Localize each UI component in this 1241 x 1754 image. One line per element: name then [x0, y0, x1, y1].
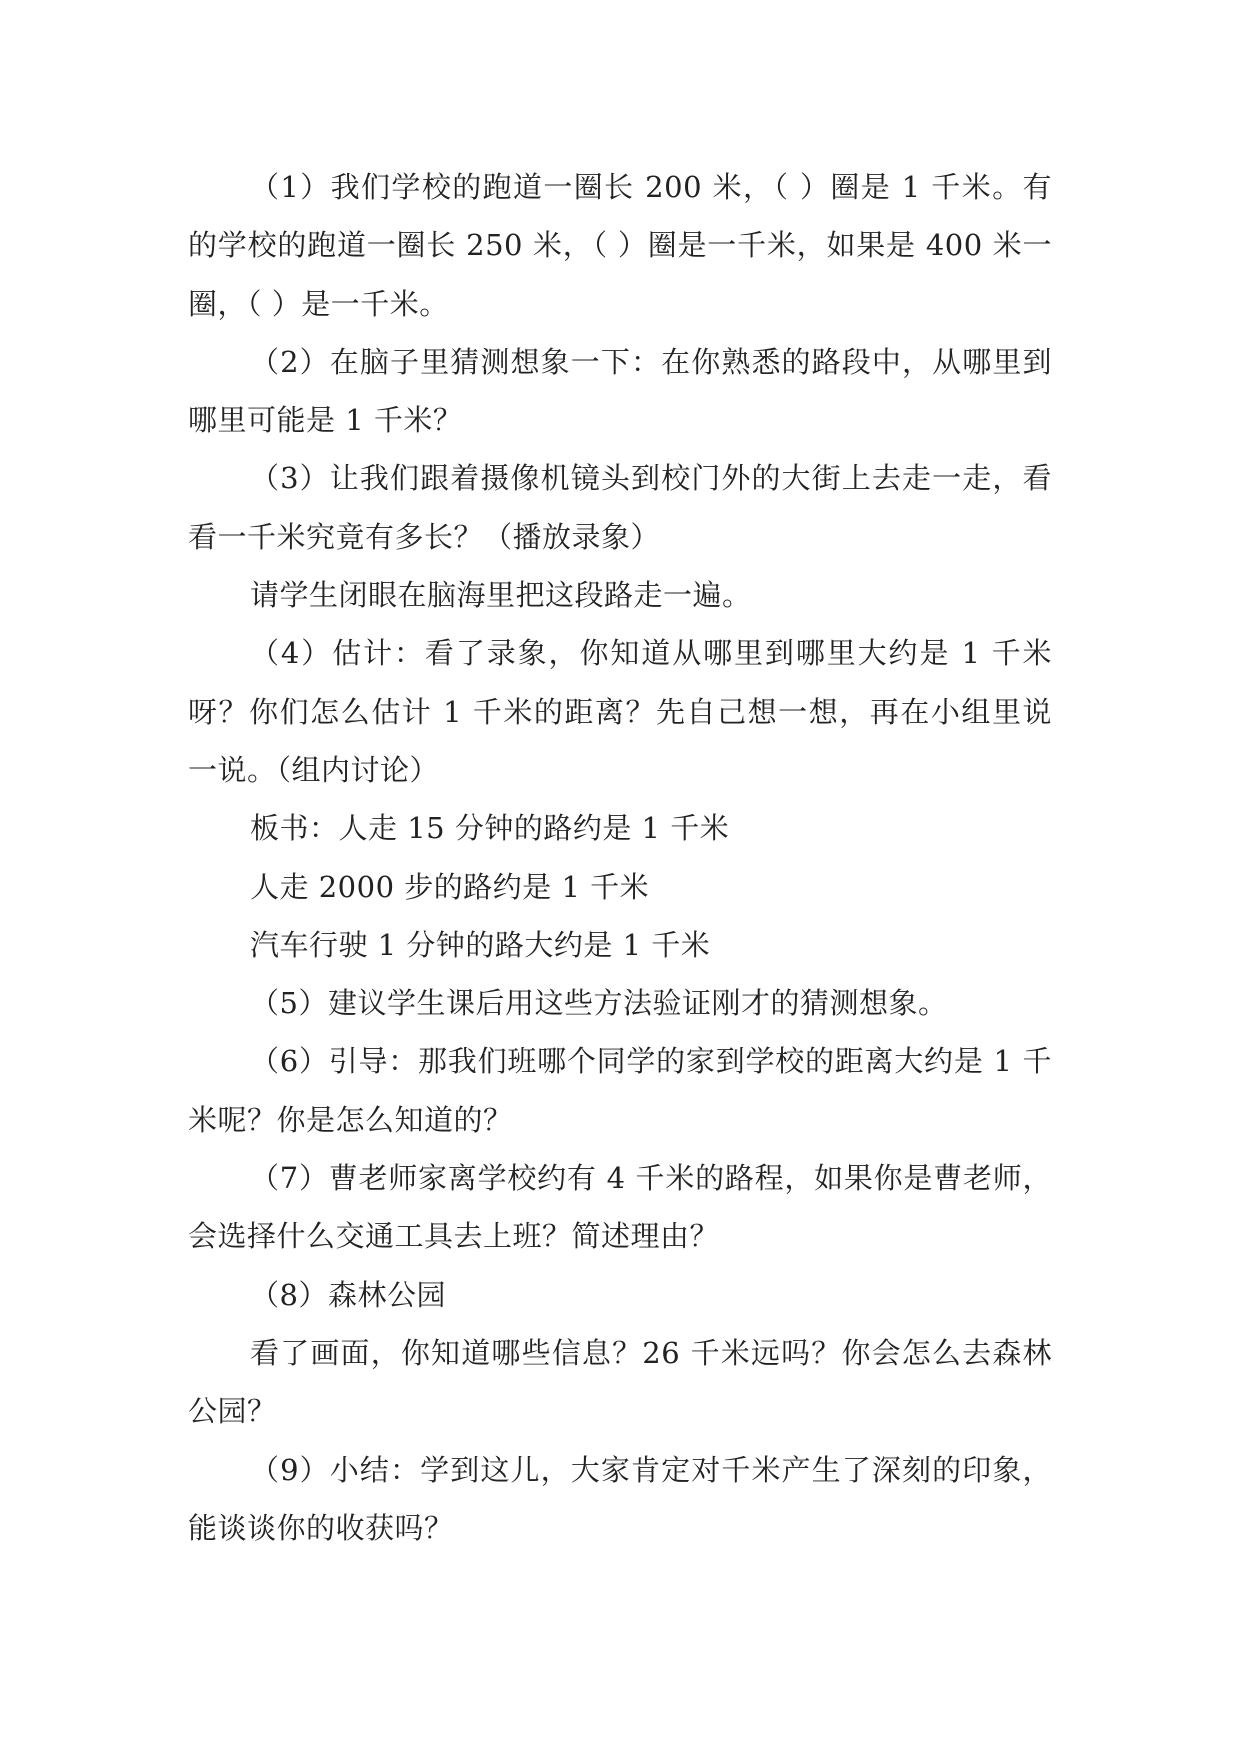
paragraph-video-walk: （3）让我们跟着摄像机镜头到校门外的大街上去走一走，看看一千米究竟有多长？（播放录象） [188, 461, 1052, 554]
paragraph-board-note-3: 汽车行驶 1 分钟的路大约是 1 千米 [250, 927, 711, 962]
paragraph-close-eyes: 请学生闭眼在脑海里把这段路走一遍。 [250, 578, 752, 613]
paragraph-guess-route: （2）在脑子里猜测想象一下：在你熟悉的路段中，从哪里到哪里可能是 1 千米？ [188, 344, 1052, 438]
paragraph-guide: （6）引导：那我们班哪个同学的家到学校的距离大约是 1 千米呢？你是怎么知道的？ [188, 1044, 1052, 1137]
paragraph-board-note-2: 人走 2000 步的路约是 1 千米 [250, 869, 650, 904]
paragraph-summary: （9）小结：学到这儿，大家肯定对千米产生了深刻的印象，能谈谈你的收获吗？ [188, 1452, 1052, 1545]
paragraph-estimate: （4）估计：看了录象，你知道从哪里到哪里大约是 1 千米呀？你们怎么估计 1 千米的距离？先自己想一想，再在小组里说一说。（组内讨论） [188, 636, 1052, 787]
paragraph-forest-park-question: 看了画面，你知道哪些信息？26 千米远吗？你会怎么去森林公园？ [188, 1335, 1052, 1429]
paragraph-forest-park-title: （8）森林公园 [250, 1277, 446, 1312]
paragraph-verify: （5）建议学生课后用这些方法验证刚才的猜测想象。 [250, 986, 948, 1021]
document-body [188, 158, 1052, 1557]
paragraph-track-laps: （1）我们学校的跑道一圈长 200 米，（ ）圈是 1 千米。有的学校的跑道一圈长 250 米，（ ）圈是一千米，如果是 400 米一圈，（ ）是一千米。 [188, 170, 1052, 321]
paragraph-board-note-1: 板书：人走 15 分钟的路约是 1 千米 [250, 811, 730, 846]
paragraph-teacher-commute: （7）曹老师家离学校约有 4 千米的路程，如果你是曹老师，会选择什么交通工具去上班？简述理由？ [188, 1161, 1052, 1254]
